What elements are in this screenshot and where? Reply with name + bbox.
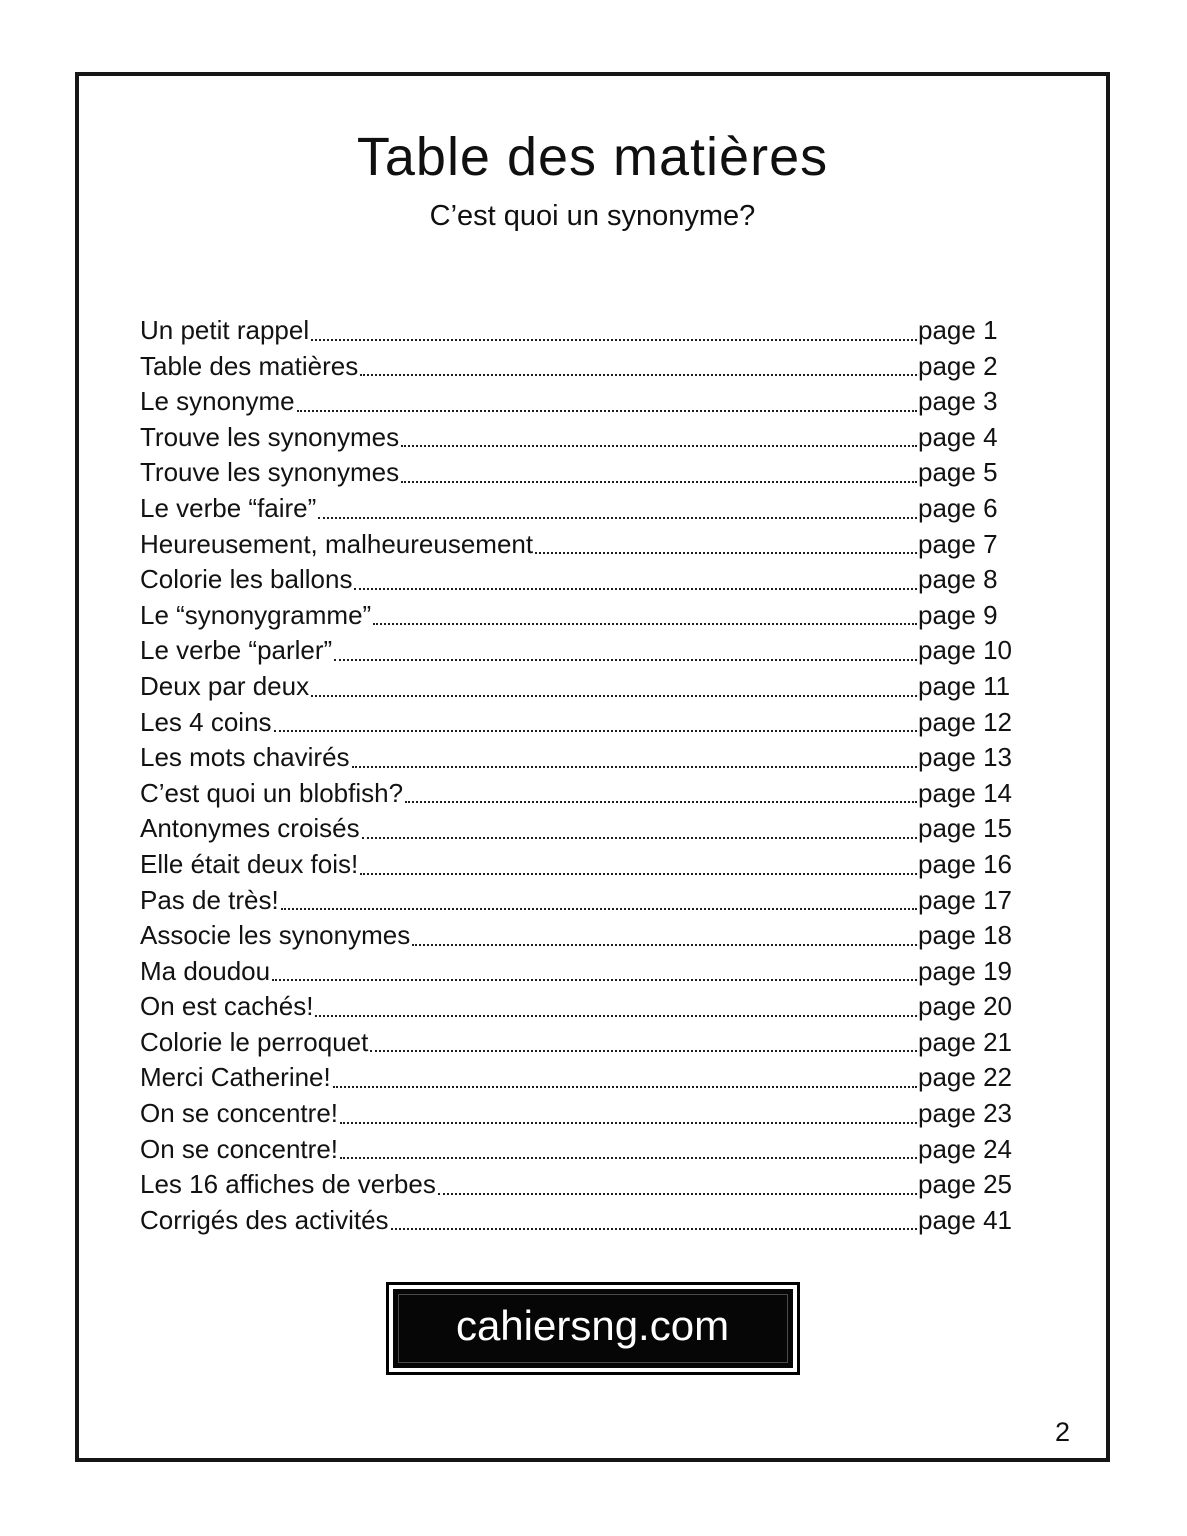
toc-dotted-leader: [338, 1132, 918, 1168]
toc-entry-label: Ma doudou: [140, 955, 271, 986]
toc-row: [140, 740, 1014, 776]
toc-entry-label: Le verbe “parler”: [140, 635, 333, 666]
toc-dotted-leader: [270, 954, 918, 990]
toc-dotted-leader: [403, 776, 918, 812]
toc-row: [140, 883, 1014, 919]
toc-row: [140, 455, 1014, 491]
toc-entry-page: page 3: [918, 386, 998, 417]
toc-row: [140, 633, 1014, 669]
toc-entry-label: Un petit rappel: [140, 315, 310, 345]
toc-entry-label: Les 4 coins: [140, 706, 272, 737]
toc-dotted-leader: [410, 918, 918, 954]
toc-row: [140, 1167, 1014, 1203]
toc-entry-label: On se concentre!: [140, 1133, 338, 1164]
toc-entry-page: page 13: [918, 742, 1012, 773]
toc-row: [140, 527, 1014, 563]
toc-entry-page: page 24: [918, 1133, 1012, 1164]
toc-row: [140, 1025, 1014, 1061]
toc-dotted-leader: [295, 384, 918, 420]
toc-row: [140, 491, 1014, 527]
toc-row: [140, 1132, 1014, 1168]
toc-entry-label: Corrigés des activités: [140, 1204, 389, 1235]
toc-entry-label: Les mots chavirés: [140, 742, 350, 773]
toc-dotted-leader: [533, 527, 918, 563]
toc-dotted-leader: [368, 1025, 918, 1061]
toc-entry-label: On se concentre!: [140, 1098, 338, 1129]
toc-dotted-leader: [352, 562, 918, 598]
toc-row: [140, 562, 1014, 598]
toc-dotted-leader: [332, 633, 918, 669]
toc-row: [140, 313, 1014, 349]
site-banner-core: [398, 1294, 788, 1362]
toc-entry-label: Trouve les synonymes: [140, 457, 400, 488]
toc-entry-page: page 9: [918, 599, 998, 630]
toc-row: [140, 598, 1014, 634]
toc-entry-label: Colorie les ballons: [140, 564, 353, 595]
page-number: 2: [1054, 1417, 1070, 1447]
toc-row: [140, 776, 1014, 812]
toc-dotted-leader: [358, 847, 918, 883]
toc-row: [140, 847, 1014, 883]
toc-entry-page: page 25: [918, 1169, 1012, 1200]
toc-entry-label: Le verbe “faire”: [140, 492, 317, 523]
toc-entry-label: Heureusement, malheureusement: [140, 528, 534, 559]
toc-row: [140, 1060, 1014, 1096]
toc-entry-page: page 6: [918, 492, 998, 523]
toc-entry-page: page 19: [918, 955, 1012, 986]
toc-dotted-leader: [309, 669, 918, 705]
toc-entry-label: Colorie le perroquet: [140, 1026, 369, 1057]
toc-entry-page: page 15: [918, 813, 1012, 844]
site-url: cahiersng.com: [455, 1302, 730, 1350]
toc-dotted-leader: [309, 313, 918, 349]
toc-row: [140, 954, 1014, 990]
toc-dotted-leader: [360, 811, 918, 847]
page-subtitle: C’est quoi un synonyme?: [429, 200, 756, 232]
site-banner-inner: [393, 1289, 793, 1367]
toc-dotted-leader: [436, 1167, 918, 1203]
toc-row: [140, 384, 1014, 420]
toc-dotted-leader: [272, 705, 918, 741]
toc-entry-label: Le “synonygramme”: [140, 599, 372, 630]
toc-row: [140, 918, 1014, 954]
toc-entry-page: page 5: [918, 457, 998, 488]
toc-entry-page: page 18: [918, 920, 1012, 951]
toc-entry-label: Associe les synonymes: [140, 920, 411, 951]
toc-entry-label: C’est quoi un blobfish?: [140, 777, 404, 808]
page-title: Table des matières: [356, 127, 829, 187]
toc-row: [140, 705, 1014, 741]
toc-entry-page: page 23: [918, 1098, 1012, 1129]
toc-dotted-leader: [371, 598, 918, 634]
toc-entry-page: page 14: [918, 777, 1012, 808]
toc-dotted-leader: [331, 1060, 918, 1096]
toc-entry-page: page 11: [918, 670, 1011, 701]
toc-dotted-leader: [389, 1203, 918, 1239]
toc-entry-page: page 12: [918, 706, 1012, 737]
toc-dotted-leader: [313, 989, 918, 1025]
toc-entry-page: page 1: [918, 315, 998, 345]
toc-row: [140, 669, 1014, 705]
toc-entry-page: page 17: [918, 884, 1012, 915]
toc-entry-label: Antonymes croisés: [140, 813, 360, 844]
toc-entry-label: Table des matières: [140, 350, 359, 381]
toc-entry-page: page 2: [918, 350, 998, 381]
site-banner: [386, 1282, 800, 1374]
toc-entry-label: Le synonyme: [140, 386, 295, 417]
toc-entry-page: page 10: [918, 635, 1012, 666]
toc-row: [140, 811, 1014, 847]
toc-entry-page: page 21: [918, 1026, 1012, 1057]
toc-entry-label: Trouve les synonymes: [140, 421, 400, 452]
toc-entry-label: Les 16 affiches de verbes: [140, 1169, 436, 1200]
toc-dotted-leader: [358, 349, 918, 385]
toc-dotted-leader: [279, 883, 918, 919]
toc-entry-page: page 20: [918, 991, 1012, 1022]
toc-dotted-leader: [350, 740, 918, 776]
toc-row: [140, 989, 1014, 1025]
toc-row: [140, 1203, 1014, 1239]
toc-entry-label: On est cachés!: [140, 991, 314, 1022]
toc-entry-label: Deux par deux: [140, 670, 310, 701]
toc-entry-label: Elle était deux fois!: [140, 848, 359, 879]
toc-entry-page: page 7: [918, 528, 998, 559]
toc-entry-page: page 22: [918, 1062, 1012, 1093]
toc-entry-label: Merci Catherine!: [140, 1062, 331, 1093]
toc-entry-page: page 4: [918, 421, 998, 452]
toc-dotted-leader: [399, 420, 918, 456]
toc-row: [140, 420, 1014, 456]
toc-row: [140, 1096, 1014, 1132]
toc-entry-page: page 16: [918, 848, 1012, 879]
toc-row: [140, 349, 1014, 385]
toc-list: [140, 313, 1014, 1238]
toc-dotted-leader: [316, 491, 918, 527]
toc-entry-page: page 8: [918, 564, 998, 595]
toc-entry-page: page 41: [918, 1204, 1012, 1235]
toc-entry-label: Pas de très!: [140, 884, 279, 915]
toc-dotted-leader: [399, 455, 918, 491]
page-border-frame: [75, 72, 1110, 1462]
toc-dotted-leader: [338, 1096, 918, 1132]
